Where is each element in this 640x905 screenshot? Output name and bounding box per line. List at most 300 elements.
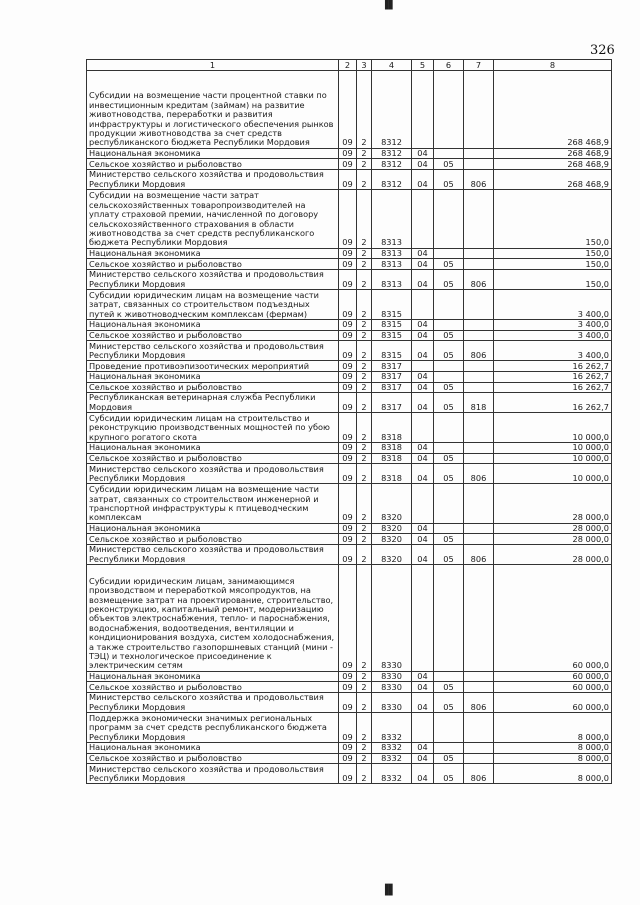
header-row (87, 60, 612, 71)
row-subchapter: 2 (357, 764, 372, 784)
header-subsection: 6 (434, 60, 464, 71)
row-chapter: 09 (339, 764, 357, 784)
row-amount: 8 000,0 (494, 753, 612, 764)
row-subchapter: 2 (357, 523, 372, 534)
row-target-code: 8315 (372, 290, 412, 320)
row-chapter: 09 (339, 565, 357, 672)
row-subsection (434, 742, 464, 753)
row-ministry: 806 (464, 341, 494, 361)
row-ministry (464, 484, 494, 523)
row-subchapter: 2 (357, 545, 372, 565)
row-amount: 268 468,9 (494, 148, 612, 159)
table-row (87, 484, 612, 523)
row-subchapter: 2 (357, 565, 372, 672)
row-chapter: 09 (339, 523, 357, 534)
table-row (87, 319, 612, 330)
row-target-code: 8313 (372, 269, 412, 289)
row-ministry: 806 (464, 464, 494, 484)
row-section: 04 (412, 159, 434, 170)
row-subchapter: 2 (357, 693, 372, 713)
table-row (87, 534, 612, 545)
row-subchapter: 2 (357, 159, 372, 170)
table-row (87, 393, 612, 413)
table-row (87, 443, 612, 454)
row-target-code: 8330 (372, 565, 412, 672)
header-name: 1 (87, 60, 339, 71)
row-subsection (434, 523, 464, 534)
row-name: Субсидии на возмещение части затрат сельскохозяйственных товаропроизводителей на уплату страховой премии, начисленной по договору сельскохозяйственного страхования в области животноводства за счет средств республиканского бюджета Республики Мордовия (87, 190, 339, 249)
row-subsection: 05 (434, 682, 464, 693)
row-name: Министерство сельского хозяйства и продовольствия Республики Мордовия (87, 764, 339, 784)
table-row (87, 269, 612, 289)
row-section: 04 (412, 523, 434, 534)
row-section: 04 (412, 269, 434, 289)
row-ministry (464, 159, 494, 170)
table-row (87, 671, 612, 682)
row-amount: 28 000,0 (494, 523, 612, 534)
row-name: Министерство сельского хозяйства и продовольствия Республики Мордовия (87, 269, 339, 289)
row-section (412, 713, 434, 743)
row-subchapter: 2 (357, 259, 372, 270)
row-amount: 8 000,0 (494, 742, 612, 753)
table-row (87, 742, 612, 753)
row-section: 04 (412, 534, 434, 545)
row-target-code: 8318 (372, 413, 412, 443)
row-section: 04 (412, 330, 434, 341)
row-target-code: 8320 (372, 545, 412, 565)
row-subchapter: 2 (357, 753, 372, 764)
row-subchapter: 2 (357, 443, 372, 454)
row-ministry (464, 742, 494, 753)
row-subchapter: 2 (357, 371, 372, 382)
row-section: 04 (412, 341, 434, 361)
row-subsection: 05 (434, 534, 464, 545)
row-name: Сельское хозяйство и рыболовство (87, 453, 339, 464)
row-amount: 8 000,0 (494, 764, 612, 784)
bottom-binding-mark: ▐▌ (381, 885, 397, 896)
row-target-code: 8317 (372, 382, 412, 393)
row-chapter: 09 (339, 464, 357, 484)
row-amount: 28 000,0 (494, 545, 612, 565)
row-subsection (434, 671, 464, 682)
table-row (87, 713, 612, 743)
top-binding-mark: ▐▌ (381, 0, 397, 10)
row-section (412, 565, 434, 672)
row-amount: 60 000,0 (494, 693, 612, 713)
row-name: Субсидии юридическим лицам на возмещение части затрат, связанных со строительством инженерной и транспортной инфраструктуры к птицеводческим комплексам (87, 484, 339, 523)
table-row (87, 453, 612, 464)
row-subchapter: 2 (357, 248, 372, 259)
row-chapter: 09 (339, 319, 357, 330)
row-subsection: 05 (434, 764, 464, 784)
table-row (87, 565, 612, 672)
row-ministry (464, 565, 494, 672)
row-target-code: 8313 (372, 248, 412, 259)
row-section: 04 (412, 443, 434, 454)
row-ministry (464, 371, 494, 382)
table-row (87, 682, 612, 693)
row-amount: 3 400,0 (494, 341, 612, 361)
row-name: Сельское хозяйство и рыболовство (87, 330, 339, 341)
row-subsection (434, 484, 464, 523)
row-amount: 3 400,0 (494, 319, 612, 330)
row-subchapter: 2 (357, 484, 372, 523)
row-section: 04 (412, 371, 434, 382)
table-row (87, 523, 612, 534)
row-chapter: 09 (339, 169, 357, 189)
row-chapter: 09 (339, 330, 357, 341)
row-chapter: 09 (339, 290, 357, 320)
row-chapter: 09 (339, 159, 357, 170)
row-name: Поддержка экономически значимых региональных программ за счет средств республиканского бюджета Республики Мордовия (87, 713, 339, 743)
row-subsection (434, 290, 464, 320)
row-amount: 16 262,7 (494, 382, 612, 393)
row-ministry (464, 682, 494, 693)
row-name: Сельское хозяйство и рыболовство (87, 753, 339, 764)
row-amount: 28 000,0 (494, 484, 612, 523)
header-chapter: 2 (339, 60, 357, 71)
row-target-code: 8318 (372, 464, 412, 484)
header-ministry: 7 (464, 60, 494, 71)
row-amount: 10 000,0 (494, 453, 612, 464)
row-ministry: 806 (464, 764, 494, 784)
row-name: Министерство сельского хозяйства и продовольствия Республики Мордовия (87, 693, 339, 713)
row-target-code: 8315 (372, 319, 412, 330)
row-amount: 150,0 (494, 190, 612, 249)
row-section: 04 (412, 545, 434, 565)
row-target-code: 8330 (372, 693, 412, 713)
row-amount: 150,0 (494, 259, 612, 270)
row-target-code: 8312 (372, 159, 412, 170)
row-ministry (464, 319, 494, 330)
row-chapter: 09 (339, 545, 357, 565)
row-subsection (434, 713, 464, 743)
row-ministry (464, 290, 494, 320)
row-target-code: 8318 (372, 443, 412, 454)
row-section: 04 (412, 248, 434, 259)
row-name: Национальная экономика (87, 319, 339, 330)
row-subsection: 05 (434, 393, 464, 413)
row-ministry (464, 713, 494, 743)
row-amount: 16 262,7 (494, 361, 612, 372)
row-target-code: 8320 (372, 523, 412, 534)
row-ministry: 806 (464, 169, 494, 189)
row-subsection: 05 (434, 169, 464, 189)
row-subsection: 05 (434, 382, 464, 393)
row-ministry (464, 361, 494, 372)
row-ministry (464, 259, 494, 270)
row-subchapter: 2 (357, 413, 372, 443)
row-amount: 3 400,0 (494, 330, 612, 341)
row-section: 04 (412, 682, 434, 693)
row-subsection (434, 148, 464, 159)
row-subsection (434, 413, 464, 443)
row-section (412, 361, 434, 372)
row-section (412, 290, 434, 320)
row-amount: 3 400,0 (494, 290, 612, 320)
row-subchapter: 2 (357, 671, 372, 682)
row-ministry: 806 (464, 269, 494, 289)
row-name: Республиканская ветеринарная служба Республики Мордовия (87, 393, 339, 413)
row-subchapter: 2 (357, 382, 372, 393)
row-name: Министерство сельского хозяйства и продовольствия Республики Мордовия (87, 464, 339, 484)
row-amount: 16 262,7 (494, 393, 612, 413)
row-section (412, 413, 434, 443)
table-row (87, 290, 612, 320)
row-target-code: 8317 (372, 371, 412, 382)
row-ministry (464, 453, 494, 464)
row-section: 04 (412, 742, 434, 753)
row-amount: 268 468,9 (494, 159, 612, 170)
row-target-code: 8320 (372, 534, 412, 545)
row-name: Сельское хозяйство и рыболовство (87, 682, 339, 693)
row-target-code: 8315 (372, 341, 412, 361)
row-subchapter: 2 (357, 71, 372, 149)
row-name: Национальная экономика (87, 523, 339, 534)
row-target-code: 8330 (372, 682, 412, 693)
row-subchapter: 2 (357, 713, 372, 743)
row-name: Проведение противоэпизоотических мероприятий (87, 361, 339, 372)
row-amount: 60 000,0 (494, 682, 612, 693)
row-chapter: 09 (339, 713, 357, 743)
row-name: Министерство сельского хозяйства и продовольствия Республики Мордовия (87, 545, 339, 565)
row-ministry (464, 523, 494, 534)
row-amount: 268 468,9 (494, 169, 612, 189)
row-amount: 8 000,0 (494, 713, 612, 743)
row-name: Сельское хозяйство и рыболовство (87, 159, 339, 170)
row-target-code: 8315 (372, 330, 412, 341)
row-subsection: 05 (434, 269, 464, 289)
row-section: 04 (412, 693, 434, 713)
row-section (412, 190, 434, 249)
row-subchapter: 2 (357, 361, 372, 372)
row-name: Субсидии на возмещение части процентной ставки по инвестиционным кредитам (займам) на развитие животноводства, переработки и развития инфраструктуры и логистического обеспечения рынков продукции животноводства за счет средств республиканского бюджета Республики Мордовия (87, 71, 339, 149)
row-section: 04 (412, 319, 434, 330)
row-amount: 60 000,0 (494, 565, 612, 672)
table-row (87, 248, 612, 259)
row-subchapter: 2 (357, 393, 372, 413)
row-chapter: 09 (339, 148, 357, 159)
row-subsection (434, 371, 464, 382)
table-row (87, 464, 612, 484)
row-name: Субсидии юридическим лицам на возмещение части затрат, связанных со строительством подъездных путей к животноводческим комплексам (фермам) (87, 290, 339, 320)
row-name: Субсидии юридическим лицам на строительство и реконструкцию производственных мощностей по убою крупного рогатого скота (87, 413, 339, 443)
row-target-code: 8318 (372, 453, 412, 464)
row-ministry: 806 (464, 693, 494, 713)
row-section (412, 484, 434, 523)
row-subchapter: 2 (357, 190, 372, 249)
row-section: 04 (412, 764, 434, 784)
row-target-code: 8312 (372, 148, 412, 159)
row-ministry: 806 (464, 545, 494, 565)
row-target-code: 8317 (372, 393, 412, 413)
row-name: Национальная экономика (87, 742, 339, 753)
row-section: 04 (412, 148, 434, 159)
header-section: 5 (412, 60, 434, 71)
header-target-code: 4 (372, 60, 412, 71)
table-row (87, 693, 612, 713)
row-name: Сельское хозяйство и рыболовство (87, 534, 339, 545)
row-section (412, 71, 434, 149)
page-number: 326 (590, 43, 615, 58)
row-ministry (464, 330, 494, 341)
row-target-code: 8312 (372, 71, 412, 149)
row-target-code: 8320 (372, 484, 412, 523)
row-subsection: 05 (434, 341, 464, 361)
row-subsection: 05 (434, 453, 464, 464)
row-chapter: 09 (339, 382, 357, 393)
table-row (87, 71, 612, 149)
row-ministry: 818 (464, 393, 494, 413)
row-name: Национальная экономика (87, 443, 339, 454)
table-row (87, 753, 612, 764)
row-name: Сельское хозяйство и рыболовство (87, 259, 339, 270)
row-subsection (434, 190, 464, 249)
row-chapter: 09 (339, 484, 357, 523)
row-name: Национальная экономика (87, 148, 339, 159)
row-subchapter: 2 (357, 341, 372, 361)
row-amount: 10 000,0 (494, 443, 612, 454)
row-target-code: 8317 (372, 361, 412, 372)
table-row (87, 764, 612, 784)
row-amount: 10 000,0 (494, 464, 612, 484)
row-ministry (464, 71, 494, 149)
row-subchapter: 2 (357, 742, 372, 753)
row-subsection (434, 248, 464, 259)
table-row (87, 341, 612, 361)
row-chapter: 09 (339, 269, 357, 289)
row-ministry (464, 190, 494, 249)
table-row (87, 159, 612, 170)
row-name: Субсидии юридическим лицам, занимающимся производством и переработкой мясопродуктов, на возмещение затрат на проектирование, строительство, реконструкцию, капитальный ремонт, модернизацию объектов электроснабжения, тепло- и пароснабжения, водоснабжения, водоотведения, вентиляции и кондиционирования воздуха, систем холодоснабжения, а также строительство газопоршневых станций (мини - ТЭЦ) и технологическое присоединение к электрическим сетям (87, 565, 339, 672)
header-subchapter: 3 (357, 60, 372, 71)
row-amount: 10 000,0 (494, 413, 612, 443)
row-ministry (464, 248, 494, 259)
row-subchapter: 2 (357, 453, 372, 464)
row-name: Министерство сельского хозяйства и продовольствия Республики Мордовия (87, 341, 339, 361)
header-amount: 8 (494, 60, 612, 71)
row-section: 04 (412, 393, 434, 413)
row-name: Министерство сельского хозяйства и продовольствия Республики Мордовия (87, 169, 339, 189)
table-row (87, 259, 612, 270)
row-amount: 16 262,7 (494, 371, 612, 382)
table-row (87, 382, 612, 393)
table-row (87, 169, 612, 189)
row-amount: 150,0 (494, 248, 612, 259)
row-ministry (464, 443, 494, 454)
row-chapter: 09 (339, 534, 357, 545)
row-subchapter: 2 (357, 534, 372, 545)
row-subsection: 05 (434, 545, 464, 565)
row-subsection: 05 (434, 693, 464, 713)
budget-table (86, 59, 612, 784)
row-ministry (464, 534, 494, 545)
row-chapter: 09 (339, 742, 357, 753)
row-subsection: 05 (434, 330, 464, 341)
row-target-code: 8330 (372, 671, 412, 682)
row-subsection: 05 (434, 259, 464, 270)
row-name: Национальная экономика (87, 248, 339, 259)
row-chapter: 09 (339, 753, 357, 764)
table-row (87, 330, 612, 341)
row-chapter: 09 (339, 71, 357, 149)
row-subchapter: 2 (357, 148, 372, 159)
table-row (87, 361, 612, 372)
row-section: 04 (412, 453, 434, 464)
row-subsection (434, 319, 464, 330)
row-target-code: 8332 (372, 713, 412, 743)
row-ministry (464, 753, 494, 764)
row-target-code: 8332 (372, 742, 412, 753)
row-section: 04 (412, 671, 434, 682)
row-subsection: 05 (434, 753, 464, 764)
row-subchapter: 2 (357, 169, 372, 189)
row-chapter: 09 (339, 341, 357, 361)
row-chapter: 09 (339, 671, 357, 682)
table-row (87, 545, 612, 565)
row-amount: 60 000,0 (494, 671, 612, 682)
row-subsection (434, 361, 464, 372)
row-chapter: 09 (339, 248, 357, 259)
row-chapter: 09 (339, 393, 357, 413)
row-section: 04 (412, 169, 434, 189)
row-subsection: 05 (434, 159, 464, 170)
table-row (87, 190, 612, 249)
row-name: Сельское хозяйство и рыболовство (87, 382, 339, 393)
row-subsection (434, 565, 464, 672)
row-target-code: 8312 (372, 169, 412, 189)
row-section: 04 (412, 259, 434, 270)
row-subsection (434, 443, 464, 454)
row-amount: 268 468,9 (494, 71, 612, 149)
row-chapter: 09 (339, 371, 357, 382)
row-target-code: 8313 (372, 259, 412, 270)
row-amount: 150,0 (494, 269, 612, 289)
row-subchapter: 2 (357, 269, 372, 289)
row-chapter: 09 (339, 190, 357, 249)
row-subsection (434, 71, 464, 149)
row-target-code: 8332 (372, 753, 412, 764)
row-name: Национальная экономика (87, 371, 339, 382)
table-row (87, 413, 612, 443)
row-chapter: 09 (339, 682, 357, 693)
row-chapter: 09 (339, 443, 357, 454)
row-chapter: 09 (339, 453, 357, 464)
row-ministry (464, 382, 494, 393)
row-subchapter: 2 (357, 464, 372, 484)
row-target-code: 8313 (372, 190, 412, 249)
row-subchapter: 2 (357, 319, 372, 330)
row-target-code: 8332 (372, 764, 412, 784)
row-ministry (464, 413, 494, 443)
row-subchapter: 2 (357, 682, 372, 693)
row-amount: 28 000,0 (494, 534, 612, 545)
row-chapter: 09 (339, 259, 357, 270)
row-section: 04 (412, 382, 434, 393)
row-chapter: 09 (339, 413, 357, 443)
table-row (87, 148, 612, 159)
row-section: 04 (412, 464, 434, 484)
row-chapter: 09 (339, 693, 357, 713)
row-subchapter: 2 (357, 290, 372, 320)
table-row (87, 371, 612, 382)
row-ministry (464, 671, 494, 682)
row-ministry (464, 148, 494, 159)
row-section: 04 (412, 753, 434, 764)
row-subsection: 05 (434, 464, 464, 484)
row-subchapter: 2 (357, 330, 372, 341)
row-name: Национальная экономика (87, 671, 339, 682)
